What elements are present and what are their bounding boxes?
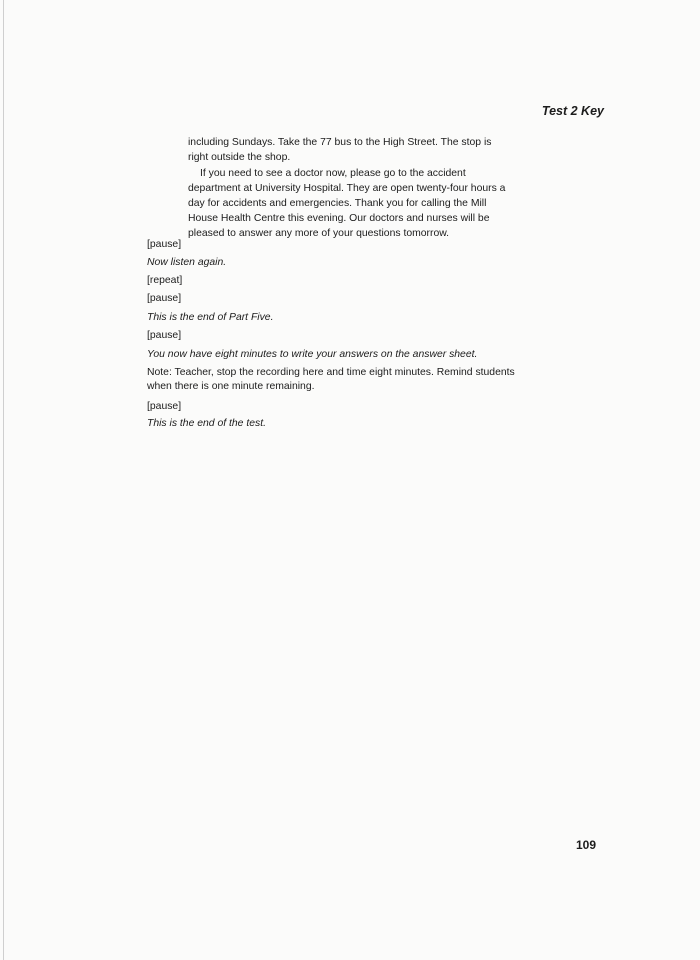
teacher-note: when there is one minute remaining. [147,381,315,392]
page-header: Test 2 Key [541,104,604,118]
text-line: right outside the shop. [188,152,291,163]
stage-direction: [pause] [147,239,182,250]
page-number: 109 [576,838,597,852]
spoken-line: This is the end of the test. [147,418,266,429]
teacher-note: Note: Teacher, stop the recording here and time eight minutes. Remind students [147,367,515,378]
stage-direction: [pause] [147,293,182,304]
stage-direction: [pause] [147,401,182,412]
stage-direction: [repeat] [147,275,183,286]
stage-direction: [pause] [147,330,182,341]
text-line: day for accidents and emergencies. Thank you for calling the Mill [188,198,487,209]
scan-edge [3,0,4,960]
text-line: including Sundays. Take the 77 bus to the High Street. The stop is [188,137,492,148]
spoken-line: This is the end of Part Five. [147,312,274,323]
text-line: pleased to answer any more of your questions tomorrow. [188,228,450,239]
spoken-line: You now have eight minutes to write your answers on the answer sheet. [147,349,478,360]
text-line: If you need to see a doctor now, please go to the accident [200,168,466,179]
text-line: House Health Centre this evening. Our doctors and nurses will be [188,213,490,224]
text-line: department at University Hospital. They are open twenty-four hours a [188,183,506,194]
spoken-line: Now listen again. [147,257,227,268]
